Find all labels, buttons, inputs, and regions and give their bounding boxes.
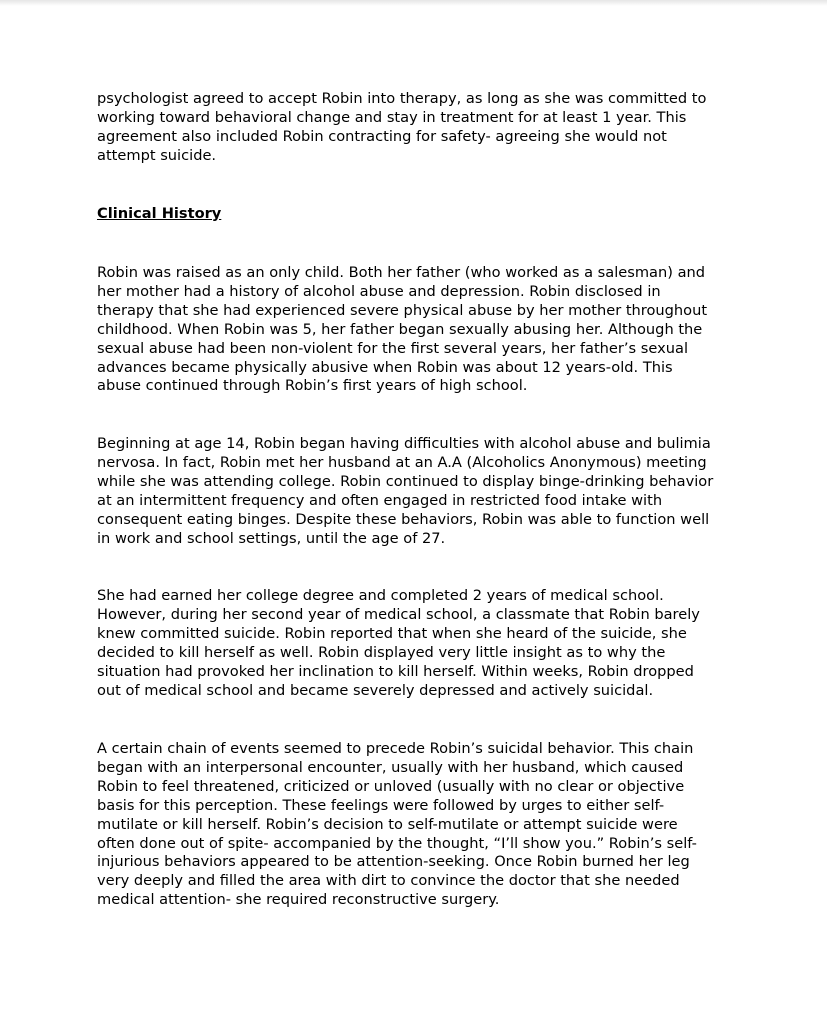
section-heading-clinical-history: Clinical History xyxy=(97,205,222,222)
paragraph-substance-abuse: Beginning at age 14, Robin began having difficulties with alcohol abuse and bulimia nervosa. In fact, Robin met her husband at an A.A (Alcoholics Anonymous) meeting while she was attending college. Robin continued to display binge-drinking behavior at an intermittent frequency and often engaged in restricted food intake with consequent eating binges. Despite these behaviors, Robin was able to function well in work and school settings, until the age of 27. xyxy=(97,435,714,547)
page-top-edge xyxy=(0,0,827,6)
paragraph-medical-school: She had earned her college degree and completed 2 years of medical school. However, during her second year of medical school, a classmate that Robin barely knew committed suicide. Robin reported that when she heard of the suicide, she decided to kill herself as well. Robin displayed very little insight as to why the situation had provoked her inclination to kill herself. Within weeks, Robin dropped out of medical school and became severely depressed and actively suicidal. xyxy=(97,587,700,699)
paragraph-suicidal-behavior-chain: A certain chain of events seemed to precede Robin’s suicidal behavior. This chain began with an interpersonal encounter, usually with her husband, which caused Robin to feel threatened, criticized or unloved (usually with no clear or objective basis for this perception. These feelings were followed by urges to either self- mutilate or kill herself. Robin’s decision to self-mutilate or attempt suicide were often done out of spite- accompanied by the thought, “I’ll show you.” Robin’s self- injurious behaviors appeared to be attention-seeking. Once Robin burned her leg very deeply and filled the area with dirt to convince the doctor that she needed medical attention- she required reconstructive surgery. xyxy=(97,740,697,909)
intro-paragraph: psychologist agreed to accept Robin into therapy, as long as she was committed to working toward behavioral change and stay in treatment for at least 1 year. This agreement also included Robin contracting for safety- agreeing she would not attempt suicide. xyxy=(97,90,707,164)
paragraph-upbringing: Robin was raised as an only child. Both her father (who worked as a salesman) and her mother had a history of alcohol abuse and depression. Robin disclosed in therapy that she had experienced severe physical abuse by her mother throughout childhood. When Robin was 5, her father began sexually abusing her. Although the sexual abuse had been non-violent for the first several years, her father’s sexual advances became physically abusive when Robin was about 12 years-old. This abuse continued through Robin’s first years of high school. xyxy=(97,264,708,395)
